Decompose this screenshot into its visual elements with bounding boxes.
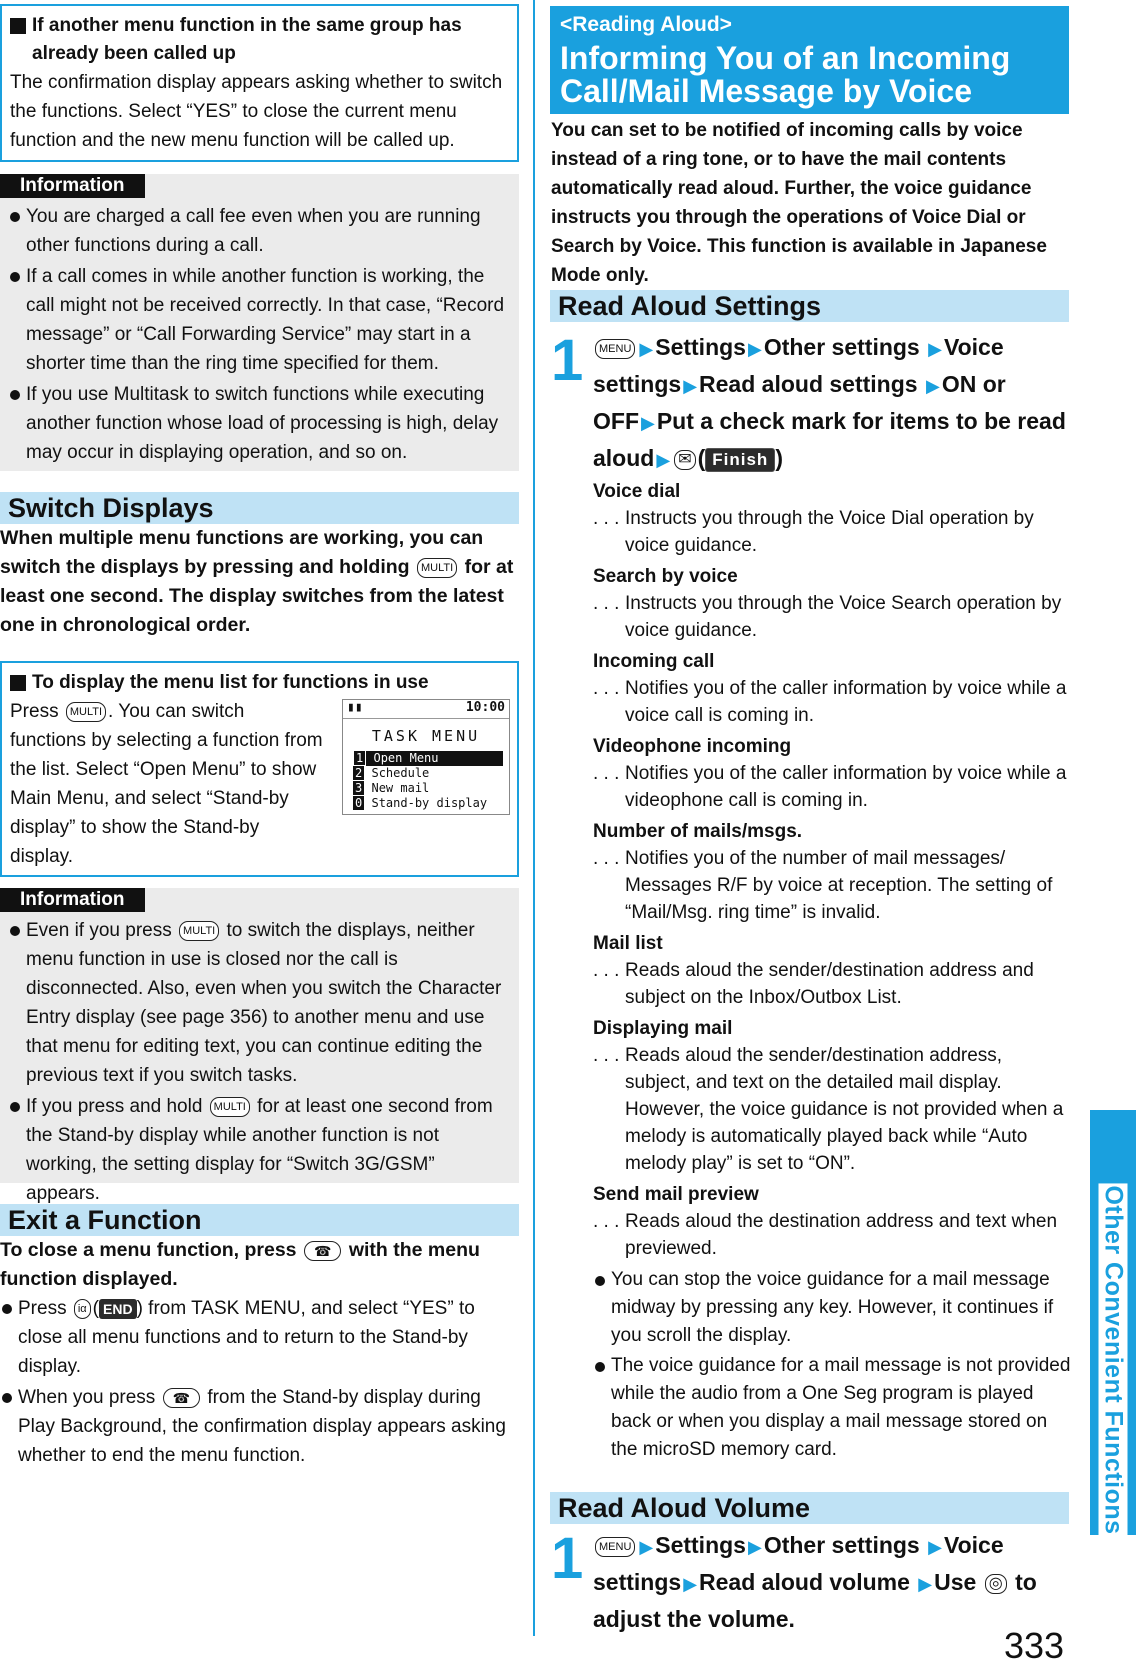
multi-selector-key-icon: ◎	[985, 1574, 1007, 1594]
phone-end-key-icon: ☎	[163, 1388, 200, 1408]
arrow-icon: ▶	[747, 1537, 762, 1557]
arrow-icon: ▶	[925, 376, 940, 396]
task-menu-screenshot	[342, 699, 510, 815]
setting-desc: . . . Reads aloud the sender/destination address, subject, and text on the detailed mail display. However, the voice guidance is not provided when a melody is automatically played back while “Auto melody play” is set to “ON”.	[593, 1045, 1064, 1174]
section-heading-switch-displays: Switch Displays	[0, 492, 519, 524]
setting-term: Send mail preview	[593, 1184, 759, 1205]
end-softkey-icon: END	[99, 1299, 137, 1319]
settings-item-list	[593, 478, 1071, 1466]
section-heading-read-aloud-volume: Read Aloud Volume	[550, 1492, 1069, 1524]
setting-term: Number of mails/msgs.	[593, 821, 803, 842]
phone-end-key-icon: ☎	[304, 1241, 341, 1261]
volume-step-1: MENU ▶Settings ▶Other settings ▶Voice settings ▶Read aloud volume ▶Use ◎ to adjust the volume.	[593, 1532, 1037, 1632]
arrow-icon: ▶	[639, 1537, 654, 1557]
step-number: 1	[551, 328, 584, 393]
arrow-icon: ▶	[641, 413, 655, 433]
phone-menu-item: 3 New mail	[355, 781, 430, 795]
info-bullet: You are charged a call fee even when you are running other functions during a call.	[8, 202, 511, 260]
info-bullet: If a call comes in while another function is working, the call might not be received correctly. In that case, “Record message” or “Call Forwarding Service” may start in a shorter time than the ring time specified for them.	[8, 262, 511, 378]
arrow-icon: ▶	[918, 1574, 933, 1594]
multi-key-icon: MULTI	[210, 1097, 250, 1117]
information-panel-1	[0, 174, 519, 471]
arrow-icon: ▶	[747, 339, 762, 359]
multi-key-icon: MULTI	[179, 921, 219, 941]
task-menu-box-text: You can switch functions by selecting a function from the list. Select “Open Menu” to show Main Menu, and select “Stand-by display” to show the Stand-by display.	[10, 701, 323, 867]
step-number: 1	[551, 1526, 584, 1591]
setting-desc: . . . Instructs you through the Voice Dial operation by voice guidance.	[593, 508, 1034, 556]
multi-key-icon: MULTI	[66, 702, 106, 722]
note-box-title: If another menu function in the same group has already been called up	[10, 12, 509, 68]
task-menu-box: To display the menu list for functions in use Press MULTI . You can switch functions by selecting a function from the list. Select “Open Menu” to show Main Menu, and select “Stand-by display” to show the Stand-by display.	[0, 661, 519, 877]
setting-term: Mail list	[593, 933, 663, 954]
setting-term: Displaying mail	[593, 1018, 733, 1039]
settings-note: You can stop the voice guidance for a mail message midway by pressing any key. However, it continues if you scroll the display.	[593, 1266, 1071, 1350]
setting-desc: . . . Reads aloud the destination address and text when previewed.	[593, 1211, 1058, 1259]
exit-bullet: Press iα ( END ) from TASK MENU, and select “YES” to close all menu functions and to return to the Stand-by display.	[0, 1294, 519, 1381]
setting-desc: . . . Reads aloud the sender/destination address and subject on the Inbox/Outbox List.	[593, 960, 1034, 1008]
chapter-side-tab-label: Other Convenient Functions	[1099, 1185, 1128, 1535]
chapter-header	[550, 6, 1069, 114]
information-label: Information	[0, 888, 145, 912]
exit-bullet: When you press ☎ from the Stand-by display during Play Background, the confirmation display appears asking whether to end the menu function.	[0, 1383, 519, 1470]
phone-menu-item: 1 Open Menu	[353, 751, 503, 766]
chapter-intro: You can set to be notified of incoming calls by voice instead of a ring tone, or to have the mail contents automatically read aloud. Further, the voice guidance instructs you through the operations of Voice Dial or Search by Voice. This function is available in Japanese Mode only.	[551, 120, 1047, 286]
settings-note: The voice guidance for a mail message is not provided while the audio from a One Seg program is played back or when you display a mail message stored on the microSD memory card.	[593, 1352, 1071, 1464]
finish-softkey-icon: Finish	[705, 448, 775, 472]
setting-term: Videophone incoming	[593, 736, 792, 757]
task-menu-box-title: To display the menu list for functions in use	[10, 669, 509, 697]
setting-desc: . . . Notifies you of the caller information by voice while a voice call is coming in.	[593, 678, 1067, 726]
chapter-header-small: <Reading Aloud>	[560, 13, 732, 36]
section-heading-exit-function: Exit a Function	[0, 1204, 519, 1236]
arrow-icon: ▶	[683, 1574, 698, 1594]
section-heading-read-aloud-settings: Read Aloud Settings	[550, 290, 1069, 322]
setting-desc: . . . Notifies you of the caller information by voice while a videophone call is coming in.	[593, 763, 1067, 811]
exit-function-body	[0, 1236, 519, 1472]
switch-displays-lead: When multiple menu functions are working, you can switch the displays by pressing and holding MULTI for at least one second. The display switches from the latest one in chronological order.	[0, 527, 514, 636]
menu-key-icon: MENU	[595, 339, 635, 359]
setting-term: Incoming call	[593, 651, 715, 672]
information-label: Information	[0, 174, 145, 198]
setting-desc: . . . Instructs you through the Voice Search operation by voice guidance.	[593, 593, 1062, 641]
arrow-icon: ▶	[683, 376, 698, 396]
arrow-icon: ▶	[928, 339, 942, 359]
setting-desc: . . . Notifies you of the number of mail messages/ Messages R/F by voice at reception. The setting of “Mail/Msg. ring time” is invalid.	[593, 848, 1053, 923]
column-divider	[533, 0, 535, 1636]
note-box-group	[0, 4, 519, 162]
phone-menu-item: 0 Stand-by display	[355, 796, 488, 810]
info-bullet: If you use Multitask to switch functions while executing another function whose load of processing is high, delay may occur in displaying operation, and so on.	[8, 380, 511, 467]
phone-title: TASK MENU	[371, 727, 481, 745]
note-box-text: The confirmation display appears asking whether to switch the functions. Select “YES” to close the current menu function and the new menu function will be called up.	[10, 72, 503, 151]
setting-term: Voice dial	[593, 481, 681, 502]
settings-step-1: MENU ▶Settings ▶Other settings ▶Voice settings ▶Read aloud settings ▶ON or OFF ▶Put a check mark for items to be read aloud ▶ ✉ ( Finish )	[593, 334, 1066, 471]
information-panel-2	[0, 888, 519, 1204]
arrow-icon: ▶	[928, 1537, 942, 1557]
info-bullet: If you press and hold MULTI for at least one second from the Stand-by display while another function is not working, the setting display for “Switch 3G/GSM” appears.	[8, 1092, 511, 1208]
setting-term: Search by voice	[593, 566, 738, 587]
i-alpha-key-icon: iα	[74, 1299, 91, 1319]
side-tab-marker	[1090, 1110, 1136, 1180]
info-bullet: Even if you press MULTI to switch the displays, neither menu function in use is closed nor the call is disconnected. Also, even when you switch the Character Entry display (see page 356) to another menu and use that menu for editing text, you can continue editing the previous text if you switch tasks.	[8, 916, 511, 1090]
multi-key-icon: MULTI	[417, 558, 457, 578]
arrow-icon: ▶	[639, 339, 654, 359]
exit-function-lead: To close a menu function, press ☎ with the menu function displayed.	[0, 1239, 480, 1290]
mail-key-icon: ✉	[674, 450, 695, 470]
menu-key-icon: MENU	[595, 1537, 635, 1557]
arrow-icon: ▶	[656, 450, 671, 470]
clock-text: 10:00	[465, 700, 505, 715]
page-number: 333	[1004, 1625, 1065, 1666]
signal-icon: ▮▮	[347, 700, 363, 715]
phone-menu-item: 2 Schedule	[355, 766, 430, 780]
chapter-header-title: Informing You of an Incoming Call/Mail Message by Voice	[560, 40, 1011, 109]
